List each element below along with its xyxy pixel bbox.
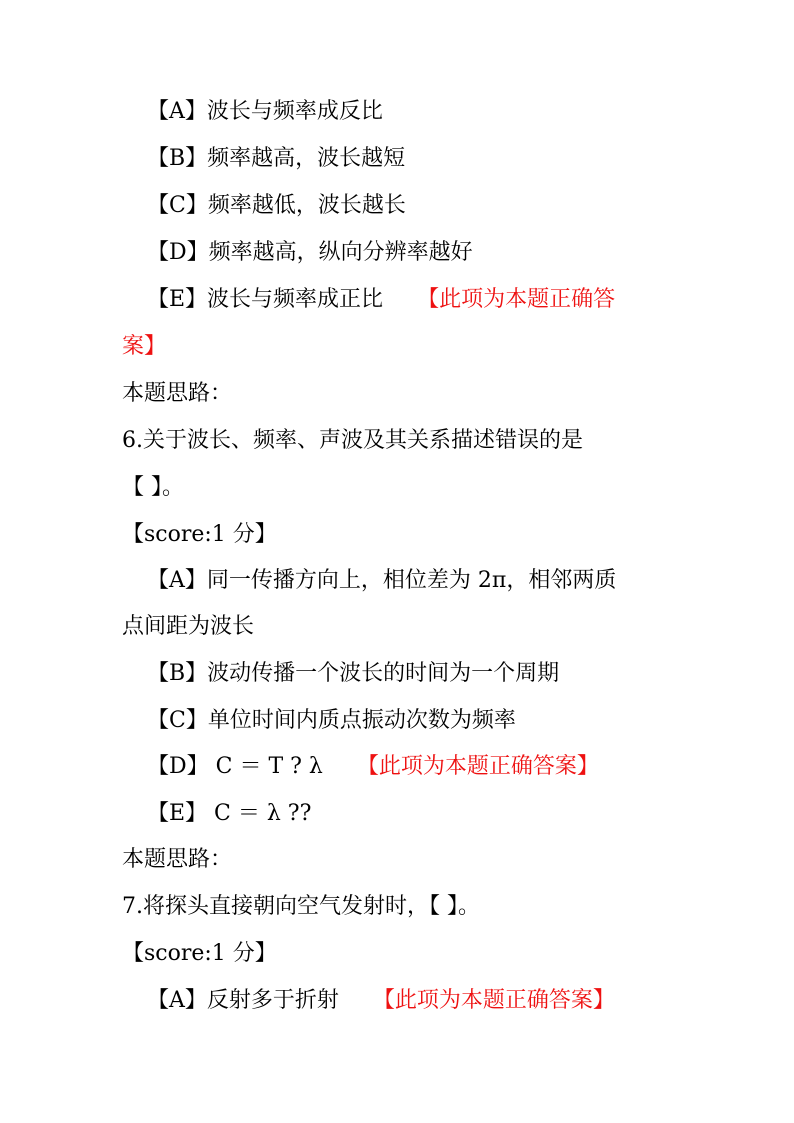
q6-option-d bbox=[147, 752, 707, 782]
q5-option-e-continuation bbox=[122, 332, 682, 362]
option-text: 【C】单位时间内质点振动次数为频率 bbox=[147, 708, 516, 733]
q5-option-c bbox=[147, 191, 707, 221]
option-text: 【D】 C ＝ T ? λ bbox=[147, 754, 323, 779]
option-text: 【D】频率越高，纵向分辨率越好 bbox=[147, 240, 473, 265]
option-text: 【A】波长与频率成反比 bbox=[147, 99, 383, 124]
option-text: 【B】频率越高，波长越短 bbox=[147, 146, 406, 171]
q6-stem: 6.关于波长、频率、声波及其关系描述错误的是 bbox=[122, 428, 583, 453]
option-text: 【E】 C ＝ λ ?? bbox=[147, 801, 312, 826]
q6-stem-blank: 【 】。 bbox=[122, 475, 184, 500]
option-text: 【C】频率越低，波长越长 bbox=[147, 193, 406, 218]
option-text: 【B】波动传播一个波长的时间为一个周期 bbox=[147, 661, 560, 686]
q6-option-b bbox=[147, 659, 707, 689]
q7-stem: 7.将探头直接朝向空气发射时，【 】。 bbox=[122, 894, 480, 919]
q5-option-a bbox=[147, 97, 707, 127]
q6-option-c bbox=[147, 706, 707, 736]
q6-option-e bbox=[147, 799, 707, 829]
correct-answer-marker-continuation: 案】 bbox=[122, 334, 167, 359]
q6-option-a bbox=[147, 566, 707, 596]
q6-analysis-label: 本题思路： bbox=[122, 847, 233, 872]
option-text: 【A】反射多于折射 bbox=[147, 988, 339, 1013]
q7-score: 【score:1 分】 bbox=[122, 941, 277, 966]
option-text: 【E】波长与频率成正比 bbox=[147, 287, 384, 312]
correct-answer-marker: 【此项为本题正确答案】 bbox=[372, 988, 615, 1013]
q5-option-e bbox=[147, 285, 707, 315]
q7-option-a bbox=[147, 986, 707, 1016]
correct-answer-marker: 【此项为本题正确答 bbox=[417, 287, 616, 312]
q5-analysis-label: 本题思路： bbox=[122, 381, 233, 406]
option-text: 【A】同一传播方向上，相位差为 2π，相邻两质 bbox=[147, 568, 617, 593]
q6-option-a-continuation: 点间距为波长 bbox=[122, 614, 255, 639]
q5-option-b bbox=[147, 144, 707, 174]
q5-option-d bbox=[147, 238, 707, 268]
correct-answer-marker: 【此项为本题正确答案】 bbox=[356, 754, 599, 779]
q6-score: 【score:1 分】 bbox=[122, 522, 277, 547]
